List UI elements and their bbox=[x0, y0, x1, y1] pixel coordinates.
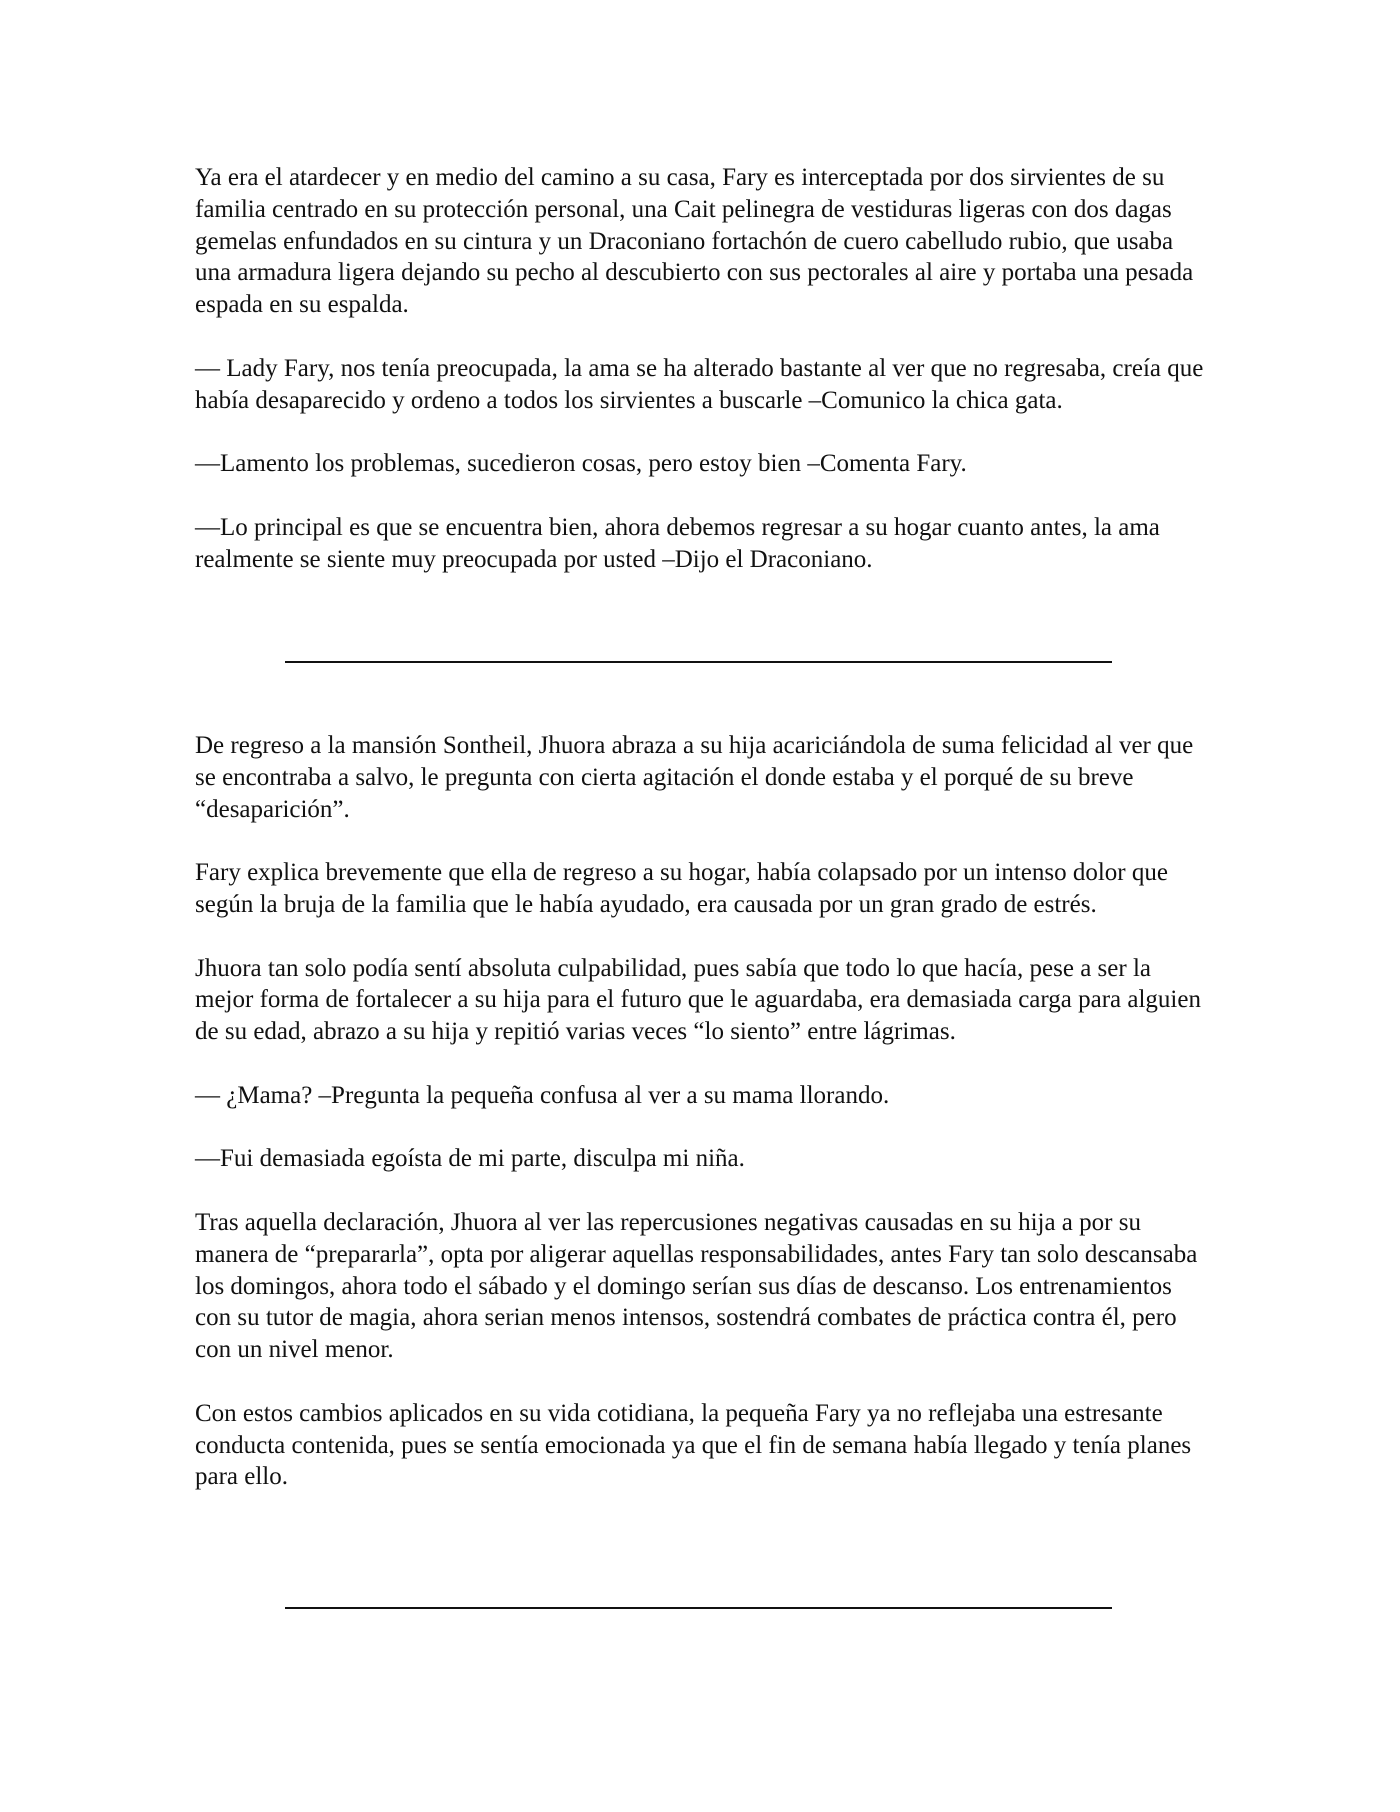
section-1 bbox=[195, 162, 1210, 575]
dialogue-line: —Lo principal es que se encuentra bien, ahora debemos regresar a su hogar cuanto antes, la ama realmente se siente muy preocupada por usted –Dijo el Draconiano. bbox=[195, 513, 1160, 573]
paragraph: Ya era el atardecer y en medio del camino a su casa, Fary es interceptada por dos sirvientes de su familia centrado en su protección personal, una Cait pelinegra de vestiduras ligeras con dos dagas gemelas enfundados en su cintura y un Draconiano fortachón de cuero cabelludo rubio, que usaba una armadura ligera dejando su pecho al descubierto con sus pectorales al aire y portaba una pesada espada en su espalda. bbox=[195, 164, 1194, 319]
dialogue-line: — ¿Mama? –Pregunta la pequeña confusa al ver a su mama llorando. bbox=[195, 1081, 890, 1109]
section-divider bbox=[285, 1607, 1112, 1609]
section-divider bbox=[285, 661, 1112, 663]
paragraph: Jhuora tan solo podía sentí absoluta culpabilidad, pues sabía que todo lo que hacía, pese a ser la mejor forma de fortalecer a su hija para el futuro que le aguardaba, era demasiada carga para alguien de su edad, abrazo a su hija y repitió varias veces “lo siento” entre lágrimas. bbox=[195, 954, 1201, 1046]
paragraph: Tras aquella declaración, Jhuora al ver las repercusiones negativas causadas en su hija a por su manera de “prepararla”, opta por aligerar aquellas responsabilidades, antes Fary tan solo descansaba los domingos, ahora todo el sábado y el domingo serían sus días de descanso. Los entrenamientos con su tutor de magia, ahora serian menos intensos, sostendrá combates de práctica contra él, pero con un nivel menor. bbox=[195, 1208, 1198, 1364]
paragraph: Con estos cambios aplicados en su vida cotidiana, la pequeña Fary ya no reflejaba una estresante conducta contenida, pues se sentía emocionada ya que el fin de semana había llegado y tenía planes para ello. bbox=[195, 1399, 1192, 1491]
section-2 bbox=[195, 730, 1210, 1493]
dialogue-line: —Fui demasiada egoísta de mi parte, disculpa mi niña. bbox=[195, 1145, 745, 1173]
paragraph: Fary explica brevemente que ella de regreso a su hogar, había colapsado por un intenso dolor que según la bruja de la familia que le había ayudado, era causada por un gran grado de estrés. bbox=[195, 859, 1168, 918]
dialogue-line: —Lamento los problemas, sucedieron cosas, pero estoy bien –Comenta Fary. bbox=[195, 450, 967, 478]
dialogue-line: — Lady Fary, nos tenía preocupada, la ama se ha alterado bastante al ver que no regresaba, creía que había desaparecido y ordeno a todos los sirvientes a buscarle –Comunico la chica gata. bbox=[195, 354, 1204, 414]
paragraph: De regreso a la mansión Sontheil, Jhuora abraza a su hija acariciándola de suma felicidad al ver que se encontraba a salvo, le pregunta con cierta agitación el donde estaba y el porqué de su breve “desaparición”. bbox=[195, 732, 1194, 823]
